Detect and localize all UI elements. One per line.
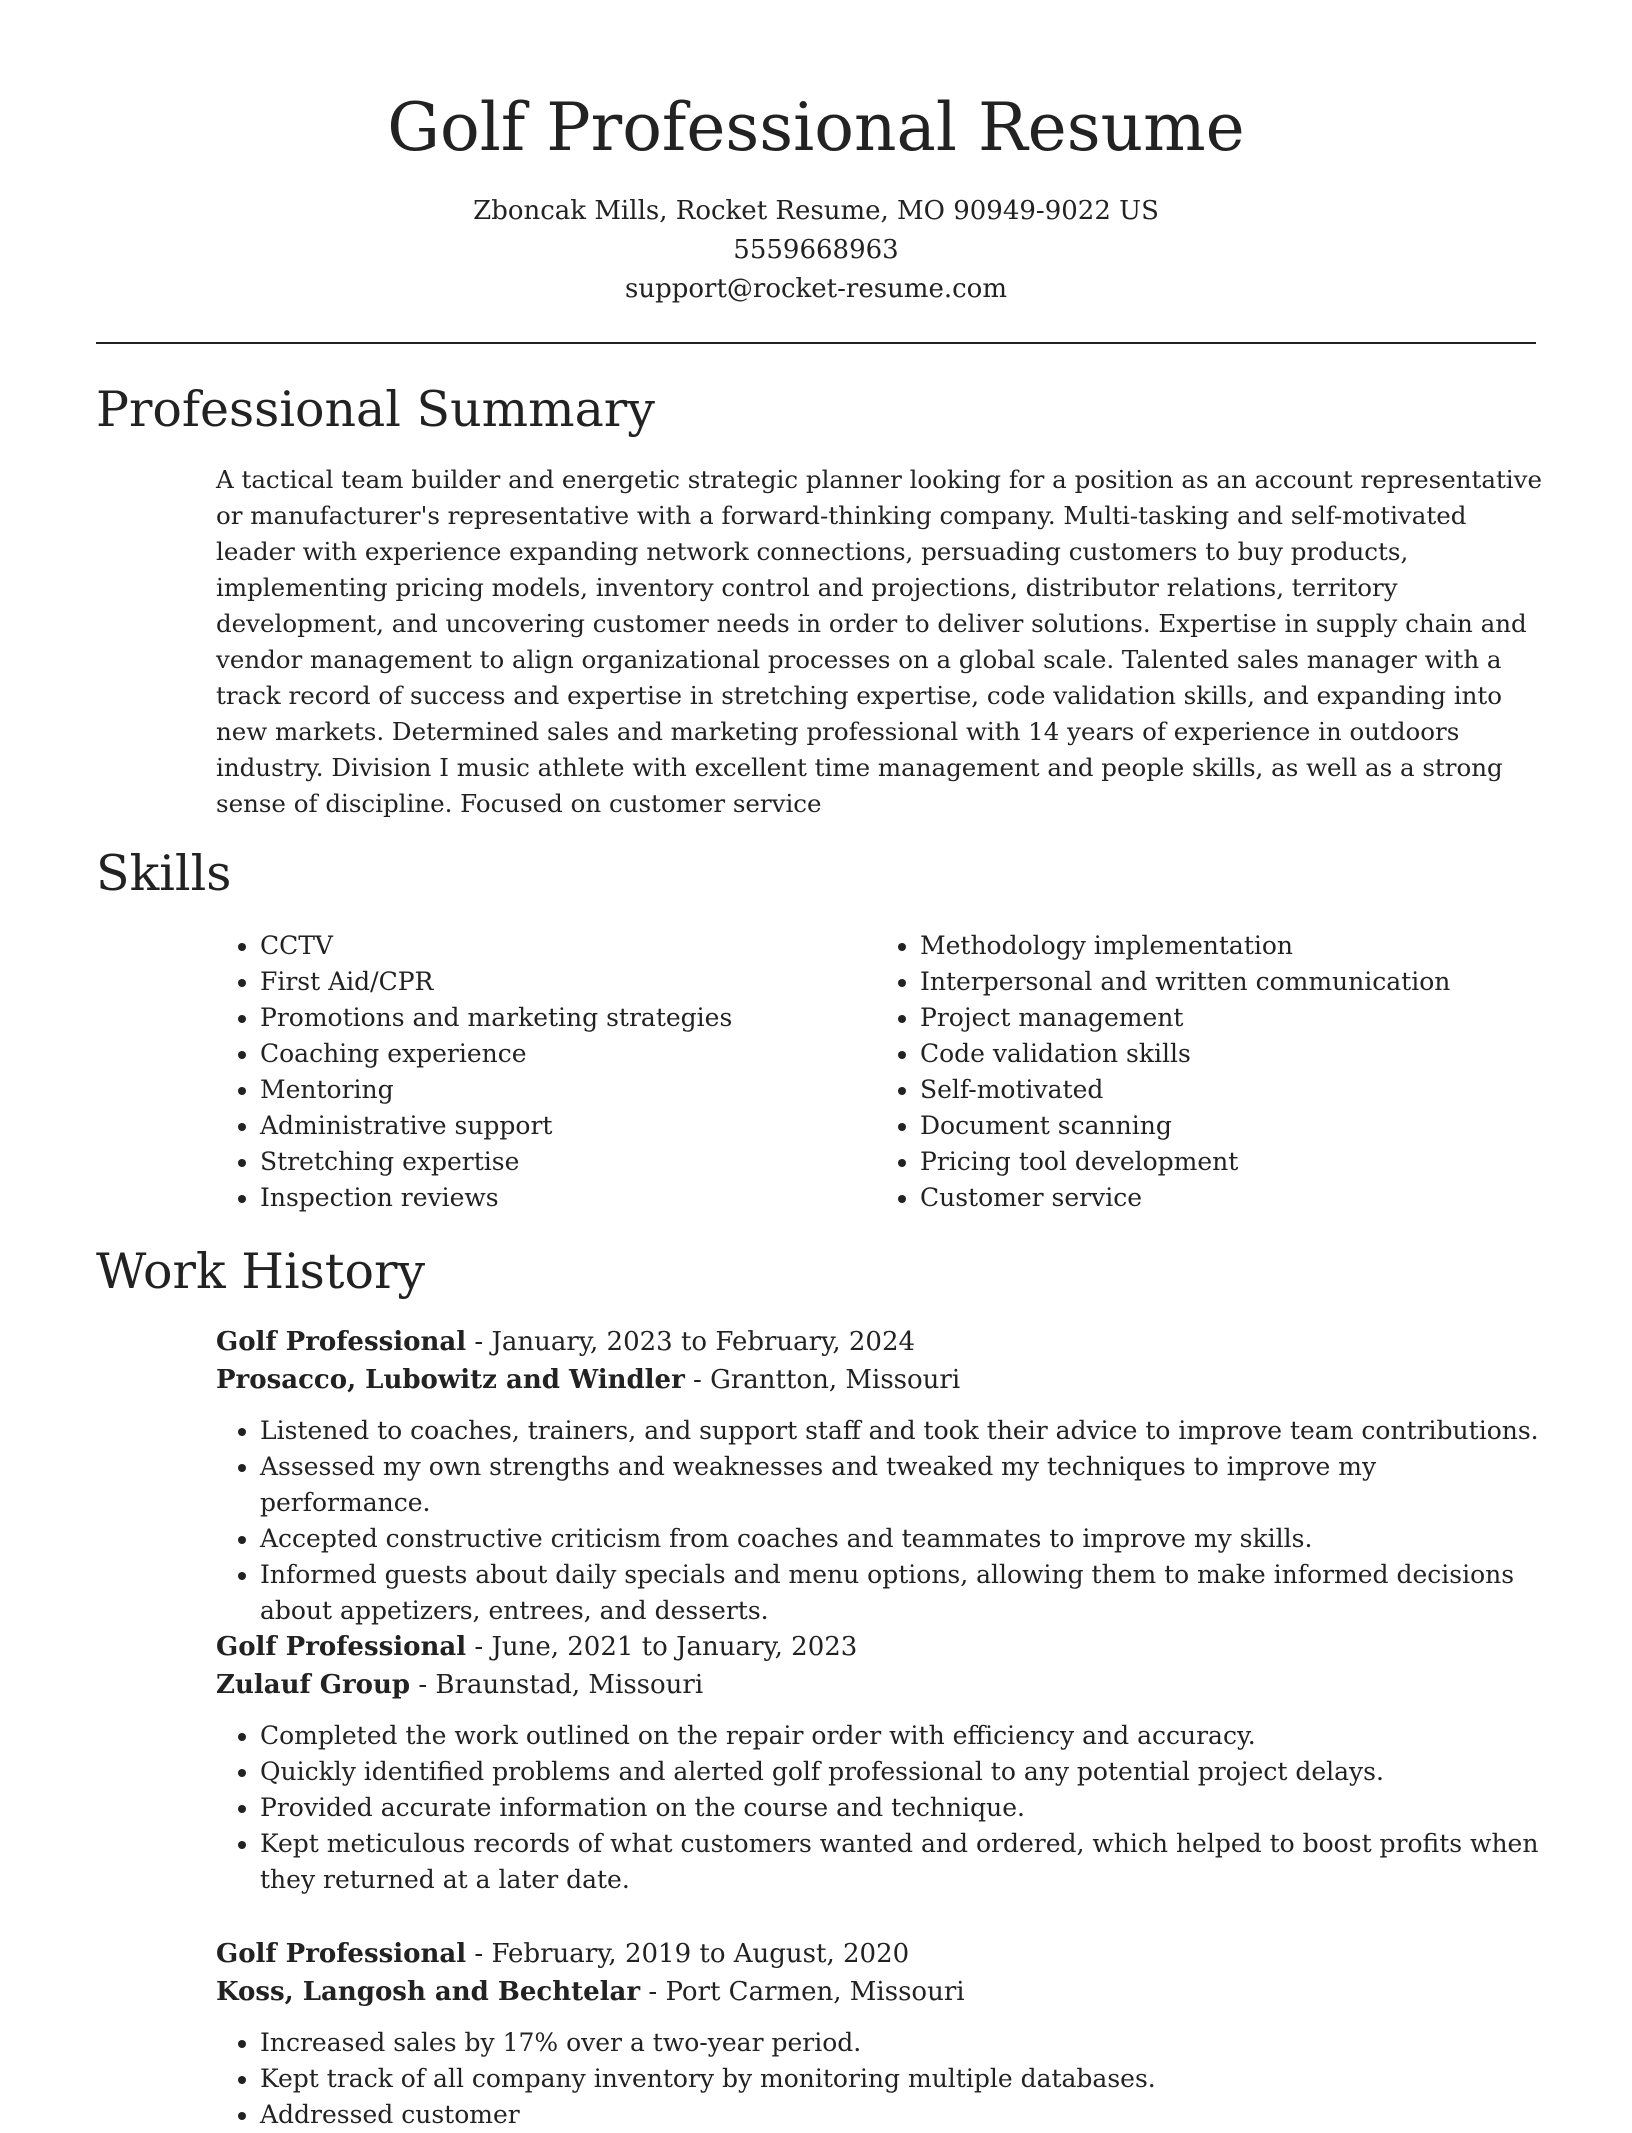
job-entry — [216, 1323, 1539, 1629]
job-entry — [216, 1935, 1536, 2133]
skill-item: • First Aid/CPR — [260, 964, 876, 1000]
job-company-line: Prosacco, Lubowitz and Windler - Grantton, Missouri — [216, 1365, 961, 1395]
job-bullet: • Kept meticulous records of what customers wanted and ordered, which helped to boost profits when they returned at a later date. — [260, 1826, 1550, 1898]
skills-column-right — [876, 928, 1536, 1216]
job-company: Prosacco, Lubowitz and Windler — [216, 1365, 685, 1395]
skill-item: • Project management — [920, 1000, 1536, 1036]
contact-address: Zboncak Mills, Rocket Resume, MO 90949-9022 US — [473, 196, 1159, 226]
job-company-line: Koss, Langosh and Bechtelar - Port Carmen, Missouri — [216, 1977, 965, 2007]
job-title: Golf Professional — [216, 1632, 467, 1662]
job-bullet: • Completed the work outlined on the repair order with efficiency and accuracy. — [260, 1718, 1550, 1754]
skill-item: • Mentoring — [260, 1072, 876, 1108]
job-dates: February, 2019 to August, 2020 — [491, 1939, 910, 1969]
skill-item: • Customer service — [920, 1180, 1536, 1216]
job-bullet: • Provided accurate information on the course and technique. — [260, 1790, 1550, 1826]
job-bullets — [216, 1718, 1550, 1898]
contact-email: support@rocket-resume.com — [624, 274, 1007, 304]
job-title-line: Golf Professional - February, 2019 to August, 2020 — [216, 1939, 910, 1969]
summary-text: A tactical team builder and energetic strategic planner looking for a position as an account representative or manufacturer's representative with a forward-thinking company. Multi-tasking and self-motivated leader with experience expanding network connections, persuading customers to buy products, implementing pricing models, inventory control and projections, distributor relations, territory development, and uncovering customer needs in order to deliver solutions. Expertise in supply chain and vendor management to align organizational processes on a global scale. Talented sales manager with a track record of success and expertise in stretching expertise, code validation skills, and expanding into new markets. Determined sales and marketing professional with 14 years of experience in outdoors industry. Division I music athlete with excellent time management and people skills, as well as a strong sense of discipline. Focused on customer service — [216, 465, 1542, 818]
skill-item: • Self-motivated — [920, 1072, 1536, 1108]
skill-item: • Document scanning — [920, 1108, 1536, 1144]
skill-item: • Administrative support — [260, 1108, 876, 1144]
skill-item: • Stretching expertise — [260, 1144, 876, 1180]
skill-item: • Pricing tool development — [920, 1144, 1536, 1180]
skills-heading: Skills — [96, 845, 232, 902]
work-history-heading: Work History — [96, 1243, 426, 1300]
job-bullet: • Quickly identified problems and alerted golf professional to any potential project delays. — [260, 1754, 1550, 1790]
skill-item: • CCTV — [260, 928, 876, 964]
job-bullet: • Addressed customer — [260, 2097, 1550, 2133]
skill-item: • Interpersonal and written communication — [920, 964, 1536, 1000]
job-company: Koss, Langosh and Bechtelar — [216, 1977, 641, 2007]
job-location: Grantton, Missouri — [710, 1365, 961, 1395]
job-bullets — [216, 2025, 1550, 2133]
job-title-line: Golf Professional - January, 2023 to February, 2024 — [216, 1327, 916, 1357]
skill-item: • Coaching experience — [260, 1036, 876, 1072]
skill-item: • Code validation skills — [920, 1036, 1536, 1072]
job-title-line: Golf Professional - June, 2021 to January, 2023 — [216, 1632, 858, 1662]
contact-phone: 5559668963 — [733, 235, 899, 265]
resume-header — [0, 0, 1632, 309]
summary-heading: Professional Summary — [96, 381, 655, 438]
job-dates: June, 2021 to January, 2023 — [491, 1632, 858, 1662]
job-bullets — [216, 1413, 1550, 1629]
contact-info — [0, 192, 1632, 309]
job-location: Braunstad, Missouri — [435, 1670, 704, 1700]
job-bullet: • Accepted constructive criticism from coaches and teammates to improve my skills. — [260, 1521, 1550, 1557]
resume-title: Golf Professional Resume — [387, 89, 1245, 166]
job-bullet: • Informed guests about daily specials and menu options, allowing them to make informed decisions about appetizers, entrees, and desserts. — [260, 1557, 1550, 1629]
job-bullet: • Listened to coaches, trainers, and support staff and took their advice to improve team contributions. — [260, 1413, 1550, 1449]
job-location: Port Carmen, Missouri — [665, 1977, 965, 2007]
job-bullet: • Kept track of all company inventory by monitoring multiple databases. — [260, 2061, 1550, 2097]
job-company-line: Zulauf Group - Braunstad, Missouri — [216, 1670, 704, 1700]
skill-item: • Methodology implementation — [920, 928, 1536, 964]
job-title: Golf Professional — [216, 1327, 467, 1357]
job-bullet: • Increased sales by 17% over a two-year period. — [260, 2025, 1550, 2061]
job-dates: January, 2023 to February, 2024 — [491, 1327, 916, 1357]
skill-item: • Promotions and marketing strategies — [260, 1000, 876, 1036]
skill-item: • Inspection reviews — [260, 1180, 876, 1216]
job-title: Golf Professional — [216, 1939, 467, 1969]
header-divider — [96, 342, 1536, 344]
skills-column-left — [216, 928, 876, 1216]
skills-list — [216, 928, 1536, 1216]
job-entry — [216, 1628, 1539, 1898]
job-bullet: • Assessed my own strengths and weaknesses and tweaked my techniques to improve my performance. — [260, 1449, 1550, 1521]
job-company: Zulauf Group — [216, 1670, 411, 1700]
